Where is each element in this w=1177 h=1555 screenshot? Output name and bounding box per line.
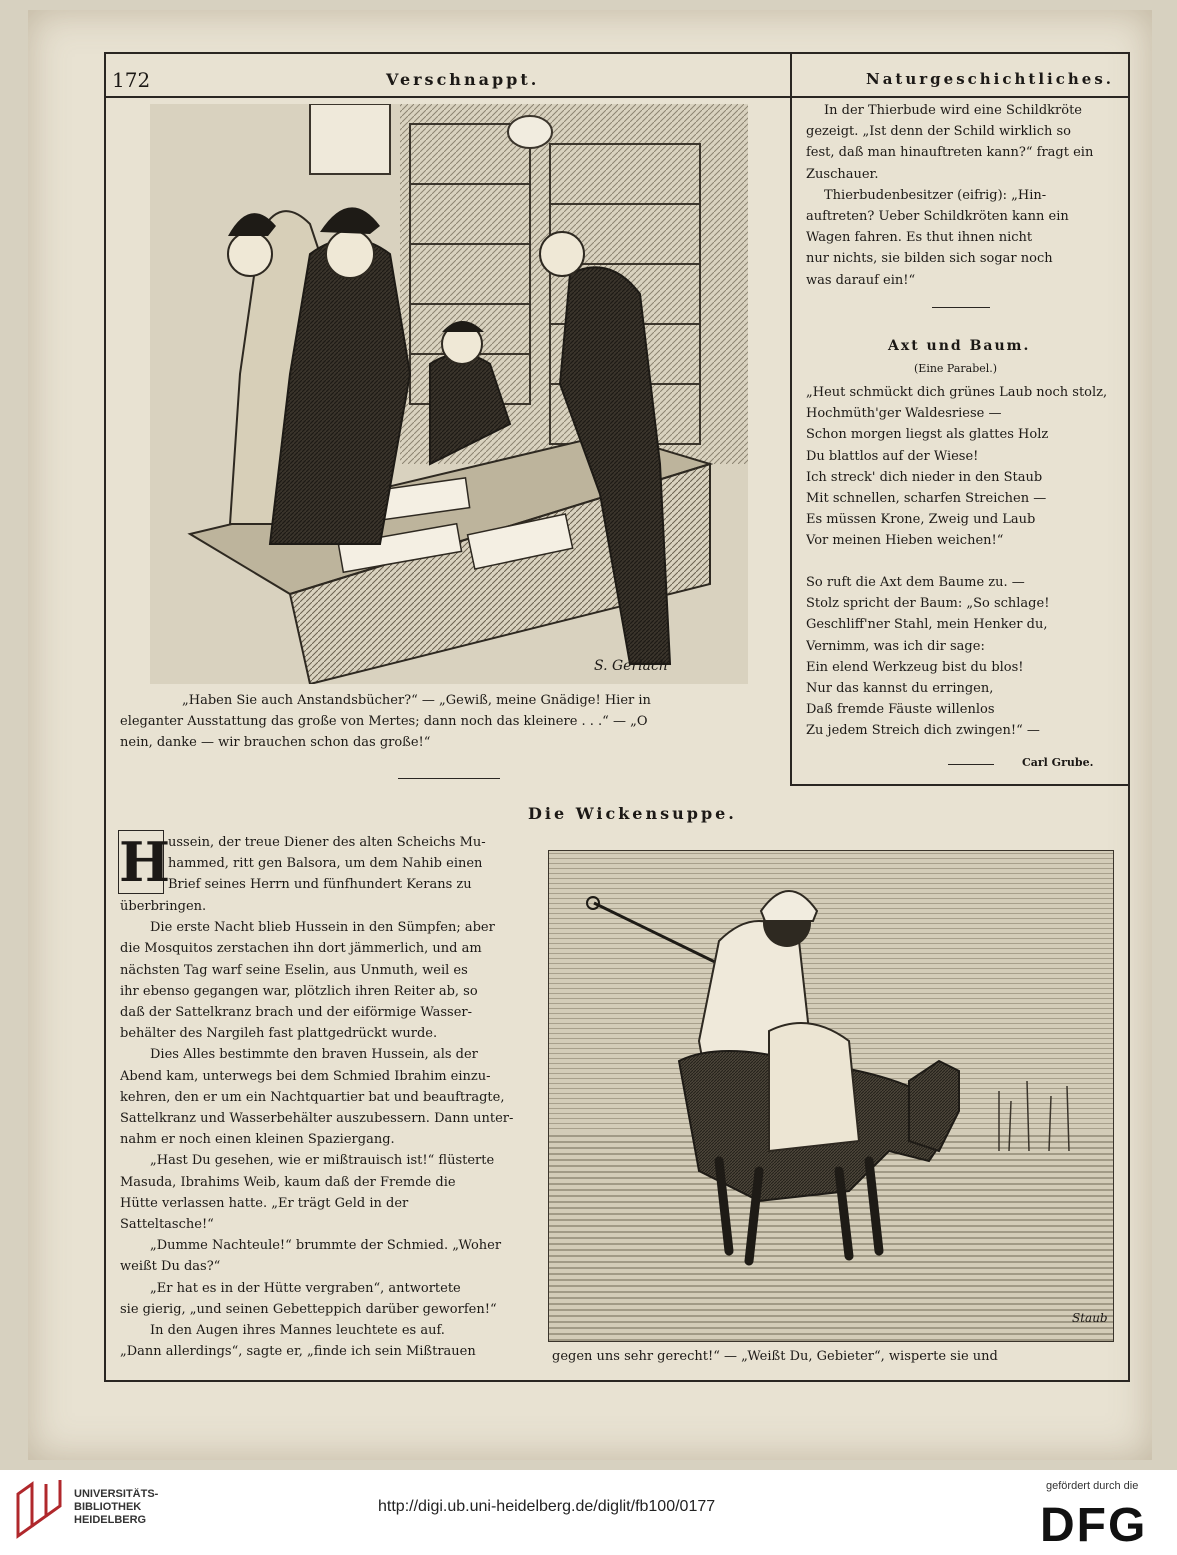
story-line: kehren, den er um ein Nachtquartier bat und beauftragte, [120, 1089, 505, 1105]
natur-line: auftreten? Ueber Schildkröten kann ein [806, 209, 1069, 225]
story-line: Brief seines Herrn und fünfhundert Kerans zu [168, 877, 472, 893]
poem-line: Es müssen Krone, Zweig und Laub [806, 512, 1036, 528]
poem-line: Mit schnellen, scharfen Streichen — [806, 491, 1047, 507]
natur-line: nur nichts, sie bilden sich sogar noch [806, 251, 1053, 267]
poem-line: Vor meinen Hieben weichen!“ [806, 533, 1004, 549]
story-line: „Er hat es in der Hütte vergraben“, antwortete [150, 1280, 461, 1296]
story-line: gegen uns sehr gerecht!“ — „Weißt Du, Gebieter“, wisperte sie und [552, 1349, 998, 1364]
poem-line: „Heut schmückt dich grünes Laub noch stolz, [806, 385, 1108, 400]
natur-line: was darauf ein!“ [806, 272, 916, 288]
story-continuation [552, 1346, 1112, 1367]
library-name-line: UNIVERSITÄTS- [74, 1488, 159, 1500]
poem-line: Du blattlos auf der Wiese! [806, 448, 979, 464]
poem-title: Axt und Baum. [888, 338, 1031, 354]
donkey-rider-scene [549, 851, 1113, 1341]
poem-line: So ruft die Axt dem Baume zu. — [806, 575, 1025, 590]
author-dash [948, 764, 994, 765]
natur-line: Zuschauer. [806, 166, 879, 182]
story-line: „Dumme Nachteule!“ brummte der Schmied. „Woher [150, 1238, 502, 1254]
natur-divider [932, 307, 990, 308]
story-line: weißt Du das?“ [120, 1259, 221, 1275]
poem-line: Vernimm, was ich dir sage: [806, 638, 985, 654]
poem-stanza-2 [806, 572, 1122, 742]
column-title: Naturgeschichtliches. [866, 70, 1114, 88]
story-line: Sattelkranz und Wasserbehälter auszubessern. Dann unter- [120, 1111, 514, 1127]
story-line: nächsten Tag warf seine Eselin, aus Unmuth, weil es [120, 962, 468, 978]
cartoon-caption [120, 690, 772, 754]
page-number: 172 [112, 68, 151, 92]
poem-line: Ich streck' dich nieder in den Staub [806, 469, 1043, 485]
natur-line: In der Thierbude wird eine Schildkröte [824, 103, 1082, 118]
poem-line: Ein elend Werkzeug bist du blos! [806, 659, 1024, 675]
story-line: sie gierig, „und seinen Gebetteppich darüber geworfen!“ [120, 1301, 497, 1317]
poem-author: Carl Grube. [1022, 756, 1094, 769]
story-line: die Mosquitos zerstachen ihn dort jämmerlich, und am [120, 941, 482, 957]
digitization-footer [0, 1470, 1177, 1555]
section-rule [790, 784, 1130, 786]
story-line: Abend kam, unterwegs bei dem Schmied Ibrahim einzu- [120, 1068, 491, 1084]
header-rule [104, 96, 1130, 98]
natur-text [806, 100, 1116, 291]
permalink[interactable]: http://digi.ub.uni-heidelberg.de/diglit/fb100/0177 [378, 1498, 716, 1515]
story-line: ussein, der treue Diener des alten Scheichs Mu- [168, 835, 486, 850]
story-line: daß der Sattelkranz brach und der eiförmige Wasser- [120, 1005, 472, 1021]
library-name-line: BIBLIOTHEK [74, 1501, 142, 1513]
story-line: Satteltasche!“ [120, 1217, 214, 1233]
story-line: hammed, ritt gen Balsora, um dem Nahib einen [168, 856, 483, 872]
caption-divider [398, 778, 500, 779]
library-name-line: HEIDELBERG [74, 1514, 147, 1526]
library-name [74, 1488, 158, 1527]
caption-line: eleganter Ausstattung das große von Mertes; dann noch das kleinere . . .“ — „O [120, 714, 648, 730]
drop-cap-initial: H [119, 830, 171, 894]
library-logo-icon [14, 1480, 68, 1540]
story-line: behälter des Nargileh fast plattgedrückt wurde. [120, 1026, 438, 1042]
funding-note: gefördert durch die [1046, 1480, 1139, 1492]
story-opening [168, 832, 540, 896]
story-line: „Dann allerdings“, sagte er, „finde ich sein Mißtrauen [120, 1344, 476, 1360]
column-rule [790, 52, 792, 784]
story-line: ihr ebenso gegangen war, plötzlich ihren Reiter ab, so [120, 983, 478, 999]
poem-line: Hochmüth'ger Waldesriese — [806, 406, 1002, 422]
poem-line: Geschliff'ner Stahl, mein Henker du, [806, 617, 1048, 633]
story-line: nahm er noch einen kleinen Spaziergang. [120, 1132, 395, 1148]
story-line: Hütte verlassen hatte. „Er trägt Geld in der [120, 1195, 409, 1211]
poem-line: Zu jedem Streich dich zwingen!“ — [806, 723, 1040, 739]
story-title: Die Wickensuppe. [528, 804, 737, 823]
story-line: Dies Alles bestimmte den braven Hussein, als der [150, 1047, 478, 1063]
poem-line: Daß fremde Fäuste willenlos [806, 702, 995, 718]
natur-line: Wagen fahren. Es thut ihnen nicht [806, 230, 1033, 246]
artist-signature: S. Gerlach [594, 658, 668, 674]
page-title: Verschnappt. [386, 70, 540, 89]
story-line: „Hast Du gesehen, wie er mißtrauisch ist!“ flüsterte [150, 1153, 495, 1169]
caption-line: nein, danke — wir brauchen schon das große!“ [120, 735, 431, 751]
natur-line: Thierbudenbesitzer (eifrig): „Hin- [824, 187, 1047, 203]
illustrator-signature: Staub [1072, 1311, 1108, 1325]
story-line: Die erste Nacht blieb Hussein in den Sümpfen; aber [150, 920, 495, 936]
bookshop-scene [150, 104, 748, 684]
story-line: überbringen. [120, 899, 207, 914]
bookshop-illustration [150, 104, 748, 684]
natur-line: fest, daß man hinauftreten kann?“ fragt ein [806, 145, 1094, 161]
poem-line: Nur das kannst du erringen, [806, 681, 994, 697]
poem-line: Stolz spricht der Baum: „So schlage! [806, 596, 1050, 612]
dfg-logo: DFG [1040, 1499, 1148, 1552]
donkey-rider-illustration [548, 850, 1114, 1342]
poem-stanza-1 [806, 382, 1122, 552]
story-line: In den Augen ihres Mannes leuchtete es auf. [150, 1323, 445, 1339]
natur-line: gezeigt. „Ist denn der Schild wirklich so [806, 124, 1071, 140]
poem-line: Schon morgen liegst als glattes Holz [806, 427, 1049, 443]
story-text [120, 896, 540, 1362]
story-line: Masuda, Ibrahims Weib, kaum daß der Fremde die [120, 1174, 456, 1190]
poem-subtitle: (Eine Parabel.) [914, 362, 998, 375]
caption-line: „Haben Sie auch Anstandsbücher?“ — „Gewiß, meine Gnädige! Hier in [182, 693, 651, 708]
